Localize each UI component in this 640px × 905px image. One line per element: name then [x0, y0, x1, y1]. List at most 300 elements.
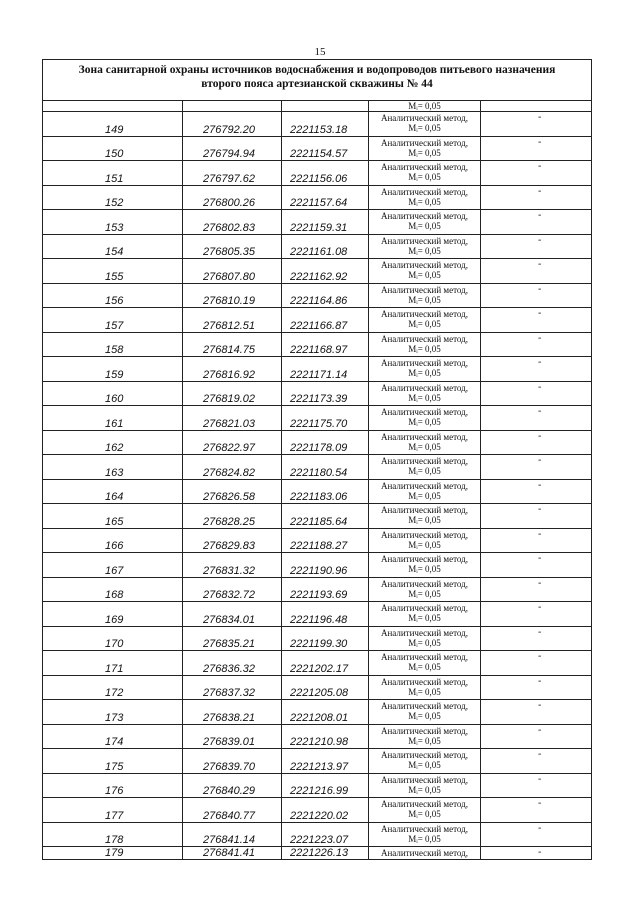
cell-note — [481, 774, 591, 798]
cell-point-number — [43, 406, 183, 430]
method-line-1: Аналитический метод, — [380, 358, 469, 368]
point-number: 179 — [105, 847, 124, 859]
cell-point-number — [43, 235, 183, 259]
table-row — [43, 529, 591, 554]
method-line-2: Mᵢ= 0,05 — [408, 270, 441, 280]
note-dash: - — [538, 553, 542, 564]
cell-x — [183, 749, 282, 773]
cell-note — [481, 137, 591, 161]
point-number: 175 — [105, 760, 124, 773]
method-line-2: Mᵢ= 0,05 — [408, 784, 441, 795]
method-text — [369, 578, 480, 599]
method-text — [369, 823, 480, 844]
cell-note — [481, 676, 591, 700]
cell-y — [282, 578, 369, 602]
method-text — [369, 749, 480, 770]
cell-y — [282, 798, 369, 822]
method-text — [369, 553, 480, 574]
cell-method — [369, 676, 481, 700]
cell-x — [183, 235, 282, 259]
coordinate-y: 2221161.08 — [290, 246, 348, 258]
cell-point-number — [43, 504, 183, 528]
method-line-1: Аналитический метод, — [380, 603, 469, 613]
cell-point-number — [43, 284, 183, 308]
coordinate-y: 2221178.09 — [290, 442, 348, 454]
cell-x — [183, 798, 282, 822]
point-number: 163 — [105, 466, 124, 479]
method-line-2: Mᵢ= 0,05 — [408, 711, 441, 721]
method-line-1: Аналитический метод, — [380, 823, 469, 834]
cell-point-number — [43, 357, 183, 381]
note-dash: - — [538, 479, 542, 491]
method-text — [369, 406, 480, 427]
method-text — [369, 455, 480, 476]
method-text — [369, 627, 480, 648]
table-row — [43, 578, 591, 603]
note-dash: - — [538, 700, 542, 711]
method-line-2: Mᵢ= 0,05 — [408, 123, 441, 133]
coordinate-y: 2221202.17 — [290, 662, 349, 675]
method-text — [369, 774, 480, 795]
coordinate-x: 276807.80 — [203, 270, 255, 283]
method-text — [369, 480, 480, 501]
point-number: 158 — [105, 344, 124, 356]
cell-y — [282, 480, 369, 504]
coordinate-y: 2221213.97 — [290, 760, 349, 773]
cell-x — [183, 774, 282, 798]
method-text — [369, 504, 480, 525]
note-dash: - — [538, 136, 542, 148]
cell-point-number — [43, 333, 183, 357]
cell-note — [481, 210, 591, 234]
method-line-2: Mᵢ= 0,05 — [408, 319, 441, 329]
method-line-2: Mᵢ= 0,05 — [408, 760, 441, 770]
cell-y — [282, 749, 369, 773]
table-row — [43, 137, 591, 162]
coordinate-x: 276841.14 — [203, 834, 255, 846]
method-text — [369, 186, 480, 207]
method-text — [369, 798, 480, 819]
cell-y — [282, 112, 369, 136]
point-number: 156 — [105, 295, 124, 307]
coordinate-y: 2221156.06 — [290, 172, 348, 185]
cell-y — [282, 651, 369, 675]
method-text — [369, 308, 480, 329]
cell-point-number — [43, 725, 183, 749]
coordinate-x: 276838.21 — [203, 711, 255, 724]
method-line-1: Аналитический метод, — [380, 211, 469, 221]
cell-x — [183, 259, 282, 283]
table-row — [43, 431, 591, 456]
note-dash: - — [538, 259, 542, 270]
cell-method — [369, 210, 481, 234]
method-tail: Mᵢ= 0,05 — [408, 101, 441, 111]
note-dash: - — [538, 651, 542, 662]
cell-method — [369, 235, 481, 259]
method-text — [369, 259, 480, 280]
point-number: 172 — [105, 687, 124, 699]
cell-note — [481, 602, 591, 626]
table-row — [43, 504, 591, 529]
cell-point-number — [43, 553, 183, 577]
point-number: 149 — [105, 123, 124, 136]
cell-note — [481, 749, 591, 773]
cell-x — [183, 357, 282, 381]
note-dash: - — [538, 724, 542, 736]
title-line-2: второго пояса артезианской скважины № 44 — [201, 78, 433, 90]
cell-x — [183, 700, 282, 724]
title-line-1: Зона санитарной охраны источников водоснабжения и водопроводов питьевого назначения — [78, 64, 556, 76]
method-line-1: Аналитический метод, — [380, 774, 469, 785]
point-number: 176 — [105, 785, 124, 797]
coordinate-x: 276822.97 — [203, 442, 255, 454]
note-dash: - — [538, 357, 542, 368]
cell-x — [183, 455, 282, 479]
coordinate-y: 2221205.08 — [290, 687, 349, 699]
cell-x — [183, 308, 282, 332]
cell-note — [481, 101, 591, 111]
cell-y — [282, 602, 369, 626]
coordinate-x: 276797.62 — [203, 172, 255, 185]
cell-method — [369, 333, 481, 357]
coordinate-x: 276839.70 — [203, 760, 255, 773]
coordinate-x: 276814.75 — [203, 344, 255, 356]
coordinate-x: 276840.29 — [203, 785, 255, 797]
method-text — [369, 333, 480, 354]
table-row — [43, 161, 591, 186]
cell-x — [183, 847, 282, 859]
cell-note — [481, 431, 591, 455]
note-dash: - — [538, 798, 542, 809]
cell-x — [183, 676, 282, 700]
cell-y — [282, 161, 369, 185]
method-line-1: Аналитический метод, — [380, 505, 469, 515]
coordinate-y: 2221196.48 — [290, 613, 348, 626]
table-row — [43, 382, 591, 407]
method-line-2: Mᵢ= 0,05 — [408, 809, 441, 819]
cell-method — [369, 431, 481, 455]
note-dash: - — [538, 847, 542, 858]
table-row — [43, 333, 591, 358]
table-row — [43, 774, 591, 799]
cell-x — [183, 101, 282, 111]
cell-method — [369, 406, 481, 430]
cell-x — [183, 504, 282, 528]
cell-point-number — [43, 186, 183, 210]
coordinate-y: 2221157.64 — [290, 197, 348, 209]
cell-note — [481, 700, 591, 724]
table-row — [43, 651, 591, 676]
point-number: 159 — [105, 368, 124, 381]
cell-method — [369, 774, 481, 798]
cell-method — [369, 602, 481, 626]
coordinate-y: 2221223.07 — [290, 834, 349, 846]
table-row — [43, 725, 591, 750]
cell-method — [369, 823, 481, 847]
method-line-1: Аналитический метод, — [380, 750, 469, 760]
point-number: 160 — [105, 393, 124, 405]
cell-note — [481, 504, 591, 528]
cell-method — [369, 161, 481, 185]
note-dash: - — [538, 381, 542, 393]
cell-y — [282, 504, 369, 528]
coordinate-x: 276794.94 — [203, 148, 255, 160]
cell-y — [282, 455, 369, 479]
point-number: 178 — [105, 834, 124, 846]
cell-x — [183, 651, 282, 675]
method-line-2: Mᵢ= 0,05 — [408, 392, 441, 403]
table-row — [43, 455, 591, 480]
cell-y — [282, 382, 369, 406]
coordinate-x: 276816.92 — [203, 368, 255, 381]
point-number: 157 — [105, 319, 124, 332]
note-dash: - — [538, 504, 542, 515]
cell-method — [369, 186, 481, 210]
point-number: 154 — [105, 246, 124, 258]
cell-point-number — [43, 823, 183, 847]
cell-y — [282, 235, 369, 259]
page-number: 15 — [314, 46, 326, 58]
method-line-1: Аналитический метод, — [380, 186, 469, 197]
note-dash: - — [538, 675, 542, 687]
cell-x — [183, 725, 282, 749]
table-row — [43, 627, 591, 652]
cell-note — [481, 847, 591, 859]
cell-point-number — [43, 431, 183, 455]
method-line-2: Mᵢ= 0,05 — [408, 833, 441, 844]
coordinate-y: 2221154.57 — [290, 148, 348, 160]
coordinate-y: 2221208.01 — [290, 711, 349, 724]
cell-y — [282, 676, 369, 700]
coordinate-y: 2221162.92 — [290, 270, 348, 283]
point-number: 169 — [105, 613, 124, 626]
coordinate-x: 276812.51 — [203, 319, 255, 332]
cell-point-number — [43, 529, 183, 553]
table-row — [43, 357, 591, 382]
note-dash: - — [538, 161, 542, 172]
note-dash: - — [538, 332, 542, 344]
coordinate-x: 276841.41 — [203, 847, 255, 859]
cell-note — [481, 578, 591, 602]
coordinate-x: 276837.32 — [203, 687, 255, 699]
point-number: 161 — [105, 417, 124, 430]
cell-point-number — [43, 210, 183, 234]
point-number: 171 — [105, 662, 124, 675]
method-line-1: Аналитический метод, — [380, 529, 469, 540]
method-text — [369, 847, 480, 858]
coordinate-x: 276821.03 — [203, 417, 255, 430]
cell-y — [282, 725, 369, 749]
cell-x — [183, 210, 282, 234]
cell-y — [282, 333, 369, 357]
method-line-2: Mᵢ= 0,05 — [408, 490, 441, 501]
cell-y — [282, 308, 369, 332]
coordinate-x: 276832.72 — [203, 589, 255, 601]
cell-y — [282, 700, 369, 724]
note-dash: - — [538, 455, 542, 466]
table-row — [43, 308, 591, 333]
table-row — [43, 186, 591, 211]
method-line-1: Аналитический метод, — [380, 701, 469, 711]
note-dash: - — [538, 308, 542, 319]
method-line-1: Аналитический метод, — [380, 382, 469, 393]
note-dash: - — [538, 749, 542, 760]
cell-point-number — [43, 602, 183, 626]
table-row — [43, 480, 591, 505]
coordinate-x: 276834.01 — [203, 613, 255, 626]
method-text — [369, 676, 480, 697]
method-line-2: Mᵢ= 0,05 — [408, 368, 441, 378]
method-line-1: Аналитический метод, — [380, 554, 469, 564]
method-line-2: Mᵢ= 0,05 — [408, 588, 441, 599]
method-line-2: Mᵢ= 0,05 — [408, 417, 441, 427]
method-line-1: Аналитический метод, — [380, 652, 469, 662]
method-line-1: Аналитический метод, — [380, 162, 469, 172]
cell-point-number — [43, 627, 183, 651]
cell-x — [183, 406, 282, 430]
cell-method — [369, 455, 481, 479]
coordinate-y: 2221166.87 — [290, 319, 348, 332]
method-line-1: Аналитический метод, — [380, 333, 469, 344]
method-text — [369, 357, 480, 378]
cell-method — [369, 101, 481, 111]
note-dash: - — [538, 773, 542, 785]
cell-point-number — [43, 700, 183, 724]
cell-y — [282, 186, 369, 210]
point-number: 165 — [105, 515, 124, 528]
coordinate-x: 276802.83 — [203, 221, 255, 234]
method-line-2: Mᵢ= 0,05 — [408, 637, 441, 648]
table-row — [43, 112, 591, 137]
point-number: 177 — [105, 809, 124, 822]
method-line-2: Mᵢ= 0,05 — [408, 147, 441, 158]
cell-y — [282, 847, 369, 859]
method-text — [369, 112, 480, 133]
cell-note — [481, 798, 591, 822]
note-dash: - — [538, 234, 542, 246]
cell-y — [282, 627, 369, 651]
method-line-2: Mᵢ= 0,05 — [408, 466, 441, 476]
cell-method — [369, 627, 481, 651]
point-number: 162 — [105, 442, 124, 454]
point-number: 167 — [105, 564, 124, 577]
coordinate-x: 276829.83 — [203, 540, 255, 552]
note-dash: - — [538, 185, 542, 197]
method-text — [369, 700, 480, 721]
cell-y — [282, 284, 369, 308]
coordinates-table — [42, 59, 592, 860]
table-row — [43, 602, 591, 627]
cell-y — [282, 774, 369, 798]
cell-point-number — [43, 161, 183, 185]
coordinate-y: 2221180.54 — [290, 466, 348, 479]
coordinate-y: 2221159.31 — [290, 221, 348, 234]
method-text — [369, 137, 480, 158]
method-text — [369, 161, 480, 182]
cell-x — [183, 823, 282, 847]
coordinate-x: 276826.58 — [203, 491, 255, 503]
cell-method — [369, 578, 481, 602]
cell-note — [481, 651, 591, 675]
method-line-1: Аналитический метод, — [380, 407, 469, 417]
cell-method — [369, 651, 481, 675]
cell-note — [481, 480, 591, 504]
coordinate-x: 276792.20 — [203, 123, 255, 136]
cell-point-number — [43, 847, 183, 859]
table-row — [43, 284, 591, 309]
method-line-1: Аналитический метод, — [380, 578, 469, 589]
method-line-1: Аналитический метод, — [380, 309, 469, 319]
note-dash: - — [538, 406, 542, 417]
point-number: 151 — [105, 172, 124, 185]
cell-x — [183, 431, 282, 455]
cell-note — [481, 627, 591, 651]
cell-y — [282, 431, 369, 455]
cell-point-number — [43, 308, 183, 332]
cell-method — [369, 553, 481, 577]
cell-point-number — [43, 480, 183, 504]
cell-point-number — [43, 798, 183, 822]
table-title — [43, 60, 591, 101]
cell-point-number — [43, 112, 183, 136]
note-dash: - — [538, 577, 542, 589]
coordinate-y: 2221226.13 — [290, 847, 349, 859]
method-line-1: Аналитический метод, — [380, 676, 469, 687]
coordinate-y: 2221216.99 — [290, 785, 349, 797]
coordinate-y: 2221183.06 — [290, 491, 348, 503]
method-line-1: Аналитический метод, — [380, 480, 469, 491]
coordinate-x: 276836.32 — [203, 662, 255, 675]
method-line-2: Mᵢ= 0,05 — [408, 613, 441, 623]
method-line-1: Аналитический метод, — [380, 284, 469, 295]
cell-note — [481, 382, 591, 406]
cell-point-number — [43, 137, 183, 161]
method-line-1: Аналитический метод, — [380, 848, 469, 858]
cell-note — [481, 455, 591, 479]
method-line-2: Mᵢ= 0,05 — [408, 662, 441, 672]
table-row — [43, 235, 591, 260]
table-row — [43, 749, 591, 774]
method-line-1: Аналитический метод, — [380, 260, 469, 270]
coordinate-x: 276828.25 — [203, 515, 255, 528]
point-number: 164 — [105, 491, 124, 503]
cell-y — [282, 259, 369, 283]
table-row — [43, 406, 591, 431]
coordinate-x: 276800.26 — [203, 197, 255, 209]
method-line-1: Аналитический метод, — [380, 235, 469, 246]
cell-note — [481, 259, 591, 283]
method-line-2: Mᵢ= 0,05 — [408, 343, 441, 354]
coordinate-x: 276810.19 — [203, 295, 255, 307]
cell-x — [183, 112, 282, 136]
cell-method — [369, 112, 481, 136]
coordinate-x: 276835.21 — [203, 638, 255, 650]
coordinate-y: 2221190.96 — [290, 564, 348, 577]
cell-y — [282, 529, 369, 553]
point-number: 152 — [105, 197, 124, 209]
cell-note — [481, 308, 591, 332]
cell-note — [481, 112, 591, 136]
note-dash: - — [538, 822, 542, 834]
cell-note — [481, 186, 591, 210]
method-line-2: Mᵢ= 0,05 — [408, 686, 441, 697]
cell-method — [369, 357, 481, 381]
method-text — [369, 651, 480, 672]
coordinate-x: 276819.02 — [203, 393, 255, 405]
cell-x — [183, 578, 282, 602]
cell-x — [183, 186, 282, 210]
method-line-2: Mᵢ= 0,05 — [408, 245, 441, 256]
